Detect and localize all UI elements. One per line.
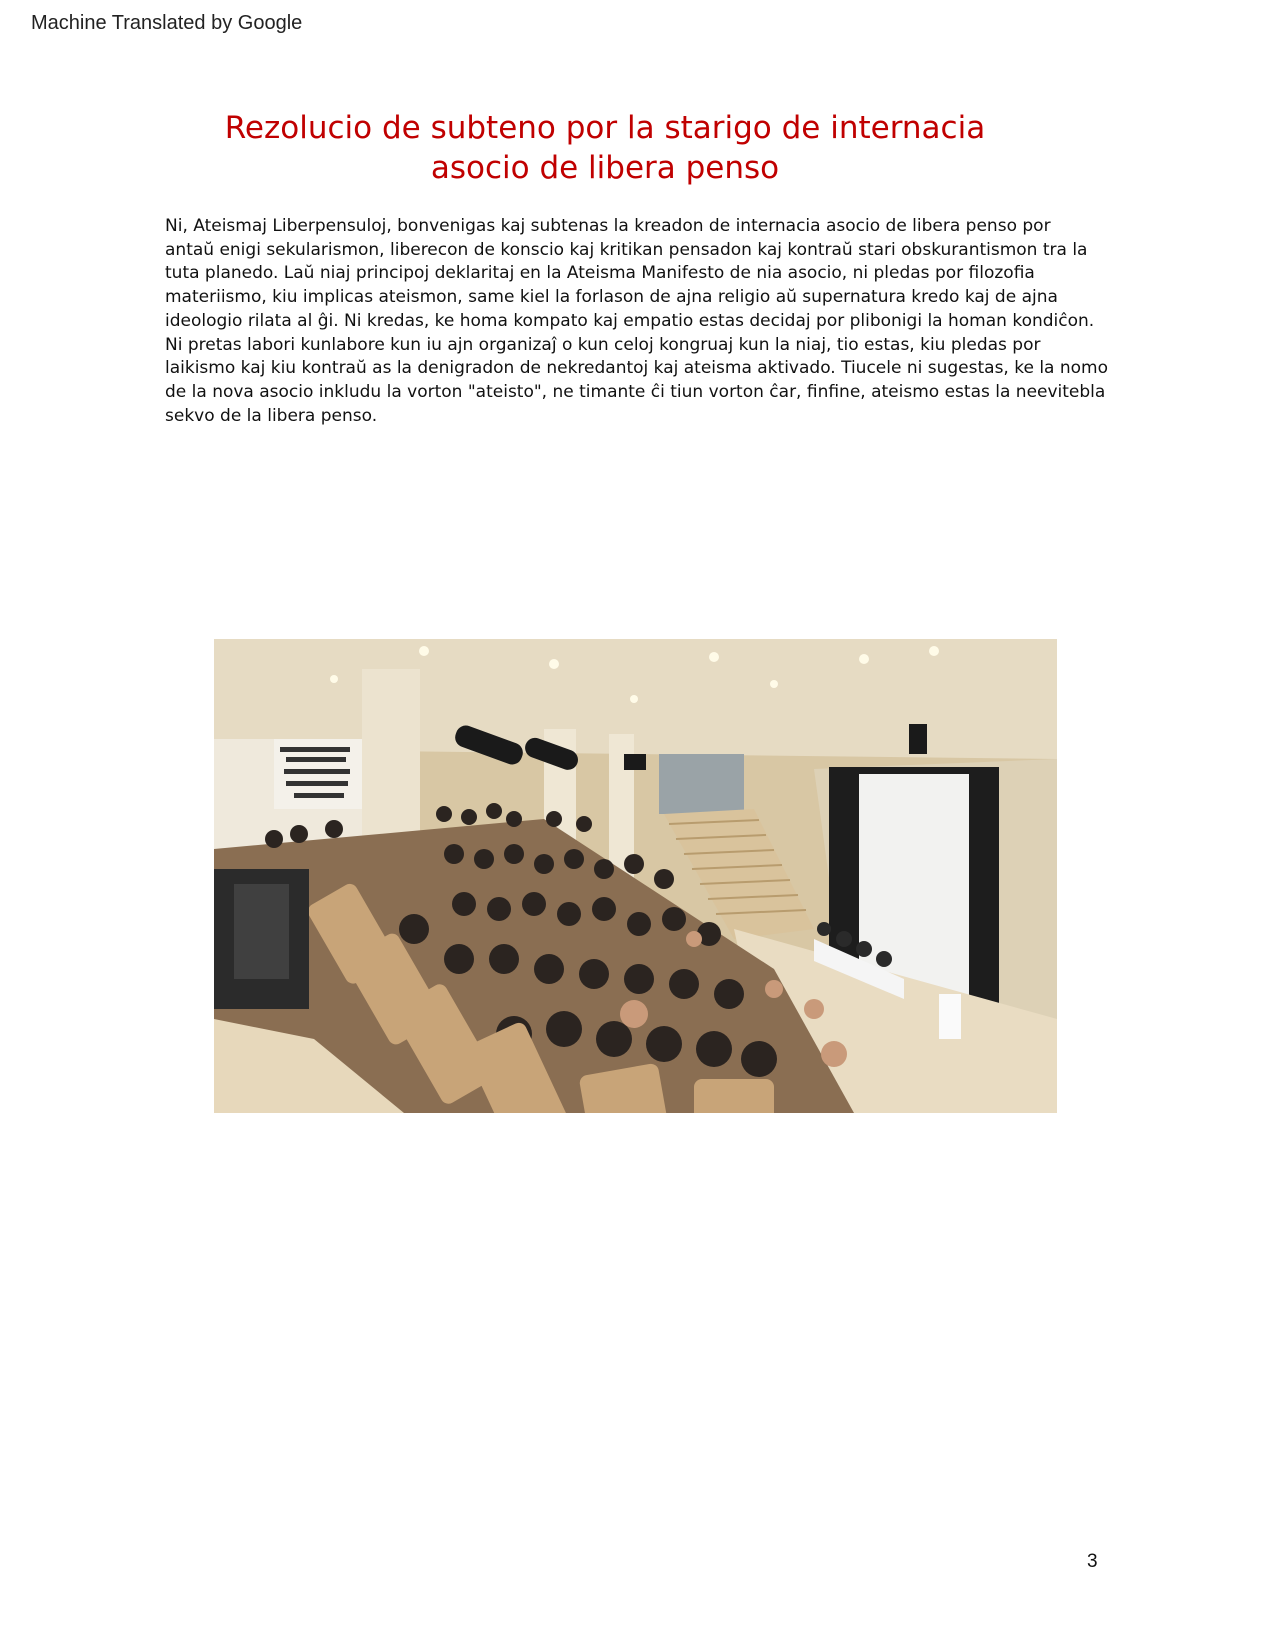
title-line: asocio de libera penso xyxy=(430,150,780,186)
body-line: materiismo, kiu implicas ateismon, same kiel la forlason de ajna religio aŭ supernatura kredo kaj de ajna xyxy=(165,287,1058,308)
document-title xyxy=(160,108,1050,188)
page-number: 3 xyxy=(1087,1551,1098,1572)
body-paragraph xyxy=(165,215,1110,428)
body-line: laikismo kaj kiu kontraŭ as la denigradon de nekredantoj kaj ateisma aktivado. Tiucele ni sugestas, ke la nomo xyxy=(165,358,1109,379)
body-line: sekvo de la libera penso. xyxy=(165,405,378,426)
machine-translation-note: Machine Translated by Google xyxy=(31,12,303,34)
conference-hall-photo xyxy=(214,639,1057,1113)
body-line: Ni, Ateismaj Liberpensuloj, bonvenigas kaj subtenas la kreadon de internacia asocio de libera penso por xyxy=(165,216,1051,236)
body-line: Ni pretas labori kunlabore kun iu ajn organizaĵ o kun celoj kongruaj kun la niaj, tio estas, kiu pledas por xyxy=(165,334,1041,355)
body-line: tuta planedo. Laŭ niaj principoj deklaritaj en la Ateisma Manifesto de nia asocio, ni pledas por filozofia xyxy=(165,263,1035,284)
body-line: de la nova asocio inkludu la vorton "ateisto", ne timante ĉi tiun vorton ĉar, finfine, ateismo estas la neevitebla xyxy=(165,381,1106,402)
body-line: antaŭ enigi sekularismon, liberecon de konscio kaj kritikan pensadon kaj kontraŭ stari obskurantismon tra la xyxy=(165,239,1088,260)
body-line: ideologio rilata al ĝi. Ni kredas, ke homa kompato kaj empatio estas decidaj por plibonigi la homan kondiĉon. xyxy=(165,310,1095,331)
title-line: Rezolucio de subteno por la starigo de internacia xyxy=(224,110,986,146)
